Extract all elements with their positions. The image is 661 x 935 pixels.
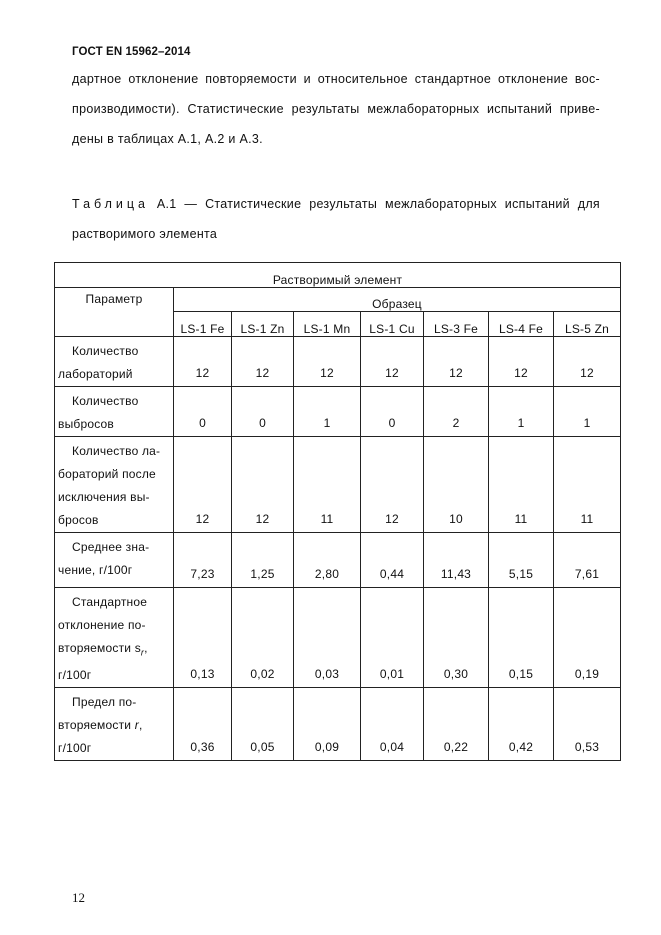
row-label-line (58, 637, 173, 664)
table-cell: 0 (361, 387, 424, 437)
page-number: 12 (72, 890, 85, 905)
row-label-line: Количество (72, 344, 139, 358)
table-cell: 0,44 (361, 533, 424, 588)
table-cell: 11 (554, 437, 621, 533)
table-cell: 0,04 (361, 688, 424, 761)
table-cell: 12 (361, 337, 424, 387)
row-label-line: бораторий после (58, 467, 156, 481)
table-cell: 0,15 (489, 588, 554, 688)
table-cell: 1 (489, 387, 554, 437)
table-cell: 11,43 (424, 533, 489, 588)
table-cell: 11 (294, 437, 361, 533)
table-cell: 0,02 (232, 588, 294, 688)
table-cell: 12 (424, 337, 489, 387)
table-cell: 12 (232, 437, 294, 533)
row-label-line: бросов (58, 513, 99, 527)
row-label-line: Среднее зна- (72, 540, 150, 554)
table-cell: 12 (554, 337, 621, 387)
intro-line: дены в таблицах А.1, А.2 и А.3. (72, 132, 263, 146)
table-title-row (55, 263, 621, 288)
table-row (55, 588, 621, 688)
sample-header-row (55, 288, 621, 312)
caption-line-1 (72, 189, 600, 219)
caption-text: А.1 — Статистические результаты межлабораторных испытаний для (156, 197, 601, 211)
row-label-line: выбросов (58, 417, 115, 431)
table-cell: 1 (294, 387, 361, 437)
row-label-text: вторяемости s (58, 641, 141, 655)
row-label-suffix: , (138, 718, 143, 733)
table-row (55, 437, 621, 533)
sample-name: LS-1 Zn (232, 312, 294, 337)
table-cell: 0,19 (554, 588, 621, 688)
row-label-line: чение, г/100г (58, 563, 133, 577)
table-cell: 12 (489, 337, 554, 387)
table-cell: 12 (294, 337, 361, 387)
table-title: Растворимый элемент (55, 263, 621, 288)
intro-paragraph (72, 64, 600, 154)
results-table (54, 262, 621, 761)
row-label-line: исключения вы- (58, 490, 150, 504)
row-label-text: вторяемости (58, 718, 132, 733)
param-header: Параметр (55, 288, 174, 337)
table-cell: 12 (361, 437, 424, 533)
table-cell: 12 (174, 337, 232, 387)
sample-name: LS-1 Mn (294, 312, 361, 337)
table-cell: 0,36 (174, 688, 232, 761)
row-label-line: Стандартное (72, 595, 148, 609)
row-label-line: лабораторий (58, 367, 133, 381)
table-cell: 0,05 (232, 688, 294, 761)
sample-name: LS-5 Zn (554, 312, 621, 337)
table-row (55, 337, 621, 387)
table-cell: 12 (174, 437, 232, 533)
row-label-line: г/100г (58, 741, 92, 756)
table-row (55, 387, 621, 437)
table-cell: 5,15 (489, 533, 554, 588)
sample-name: LS-1 Cu (361, 312, 424, 337)
table-cell: 7,23 (174, 533, 232, 588)
table-caption (72, 189, 600, 249)
row-label-suffix: , (144, 641, 148, 655)
table-cell: 0,13 (174, 588, 232, 688)
sample-name: LS-1 Fe (174, 312, 232, 337)
row-label-line (58, 714, 173, 737)
row-label-line: отклонение по- (58, 618, 146, 632)
table-cell: 11 (489, 437, 554, 533)
row-label (55, 437, 174, 533)
table-cell: 0,09 (294, 688, 361, 761)
table-cell: 0,22 (424, 688, 489, 761)
italic-r: r (134, 718, 139, 733)
row-label-line: Предел по- (72, 695, 137, 710)
table-cell: 0,30 (424, 588, 489, 688)
row-label (55, 337, 174, 387)
table-cell: 1 (554, 387, 621, 437)
document-code: ГОСТ EN 15962–2014 (72, 46, 191, 58)
table-cell: 0 (232, 387, 294, 437)
subscript-r: r (140, 647, 145, 658)
table-cell: 0,42 (489, 688, 554, 761)
table-cell: 0 (174, 387, 232, 437)
sample-name: LS-3 Fe (424, 312, 489, 337)
row-label-line: Количество (72, 394, 139, 408)
row-label (55, 688, 174, 761)
caption-label: Таблица (72, 197, 150, 211)
table-cell: 7,61 (554, 533, 621, 588)
table-row (55, 688, 621, 761)
row-label-line: Количество ла- (72, 444, 161, 458)
row-label-line: г/100г (58, 668, 92, 683)
table-cell: 0,53 (554, 688, 621, 761)
sample-header: Образец (174, 288, 621, 312)
table-cell: 0,01 (361, 588, 424, 688)
intro-line: дартное отклонение повторяемости и относительное стандартное отклонение вос- (72, 72, 600, 86)
row-label (55, 387, 174, 437)
row-label (55, 588, 174, 688)
table-row (55, 533, 621, 588)
sample-name: LS-4 Fe (489, 312, 554, 337)
row-label (55, 533, 174, 588)
table-cell: 2 (424, 387, 489, 437)
table-cell: 1,25 (232, 533, 294, 588)
table-cell: 0,03 (294, 588, 361, 688)
intro-line: производимости). Статистические результаты межлабораторных испытаний приве- (72, 102, 600, 116)
caption-line-2: растворимого элемента (72, 227, 218, 241)
table-cell: 12 (232, 337, 294, 387)
table-cell: 2,80 (294, 533, 361, 588)
table-cell: 10 (424, 437, 489, 533)
